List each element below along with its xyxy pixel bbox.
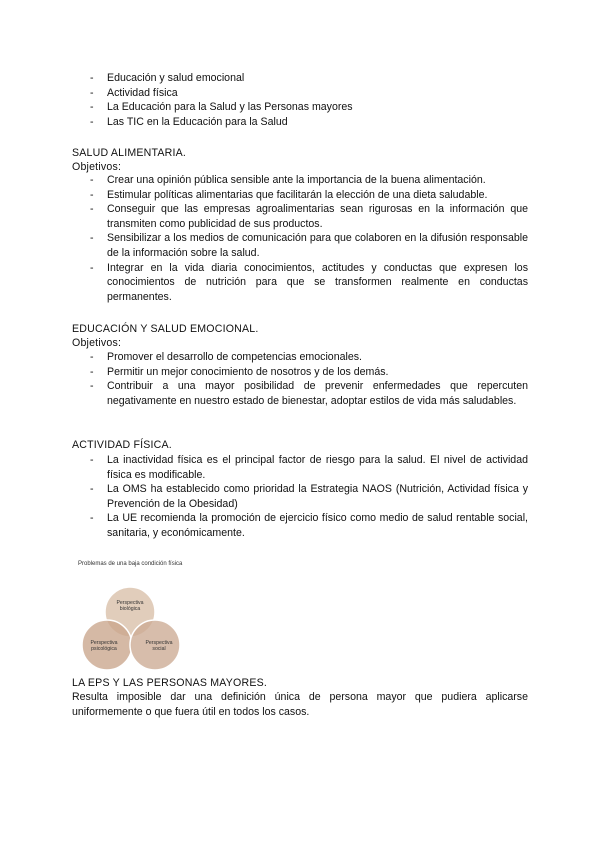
list-item: - La Educación para la Salud y las Personas mayores [72,100,528,115]
list-item: - Conseguir que las empresas agroalimentarias sean rigurosas en la información que transmiten como publicidad de sus productos. [72,202,528,231]
objetivos-label: Objetivos: [72,161,122,173]
venn-label-psicologica-1: Perspectiva [90,640,118,646]
salud-alimentaria-list-block [72,173,528,304]
personas-mayores-paragraph: Resulta imposible dar una definición única de persona mayor que pudiera aplicarse uniformemente o que fuera útil en todos los casos. [72,691,528,718]
venn-label-biologica-1: Perspectiva [116,600,144,606]
list-item: - Actividad física [72,86,528,101]
list-item: - Permitir un mejor conocimiento de nosotros y de los demás. [72,365,528,380]
section-title-actividad-fisica: ACTIVIDAD FÍSICA. [72,439,172,451]
list-item: - Promover el desarrollo de competencias emocionales. [72,350,528,365]
venn-label-psicologica-2: psicológica [91,646,117,652]
list-item: - Educación y salud emocional [72,71,528,86]
list-item: - Integrar en la vida diaria conocimientos, actitudes y conductas que expresen los conocimientos de nutrición para que se transformen realmente en conductas permanentes. [72,261,528,305]
educacion-emocional-list [72,350,528,408]
venn-label-biologica-2: biológica [119,606,141,612]
educacion-emocional-list-block [72,350,528,408]
venn-diagram [72,558,202,674]
list-item: - Las TIC en la Educación para la Salud [72,115,528,130]
venn-diagram-figure [72,558,202,674]
list-item: - Sensibilizar a los medios de comunicación para que colaboren en la difusión responsable de la información sobre la salud. [72,231,528,260]
figure-caption: Problemas de una baja condición física [78,561,183,567]
intro-list-block [72,71,528,129]
actividad-fisica-list [72,453,528,541]
section-title-salud-alimentaria: SALUD ALIMENTARIA. [72,147,187,159]
list-item: - Estimular políticas alimentarias que facilitarán la elección de una dieta saludable. [72,188,528,203]
actividad-fisica-list-block [72,453,528,541]
list-item: - Contribuir a una mayor posibilidad de prevenir enfermedades que repercuten negativamente en nuestro estado de bienestar, adoptar estilos de vida más saludables. [72,379,528,408]
list-item: - La UE recomienda la promoción de ejercicio físico como medio de salud rentable social, sanitaria, y económicamente. [72,511,528,540]
venn-label-social-1: Perspectiva [145,640,173,646]
list-item: - La inactividad física es el principal factor de riesgo para la salud. El nivel de actividad física es modificable. [72,453,528,482]
list-item: - Crear una opinión pública sensible ante la importancia de la buena alimentación. [72,173,528,188]
intro-list [72,71,528,129]
objetivos-label: Objetivos: [72,337,122,349]
section-title-personas-mayores: LA EPS Y LAS PERSONAS MAYORES. [72,677,268,689]
section-title-educacion-emocional: EDUCACIÓN Y SALUD EMOCIONAL. [72,323,259,335]
salud-alimentaria-list [72,173,528,304]
venn-label-social-2: social [152,646,166,652]
list-item: - La OMS ha establecido como prioridad la Estrategia NAOS (Nutrición, Actividad física y Prevención de la Obesidad) [72,482,528,511]
